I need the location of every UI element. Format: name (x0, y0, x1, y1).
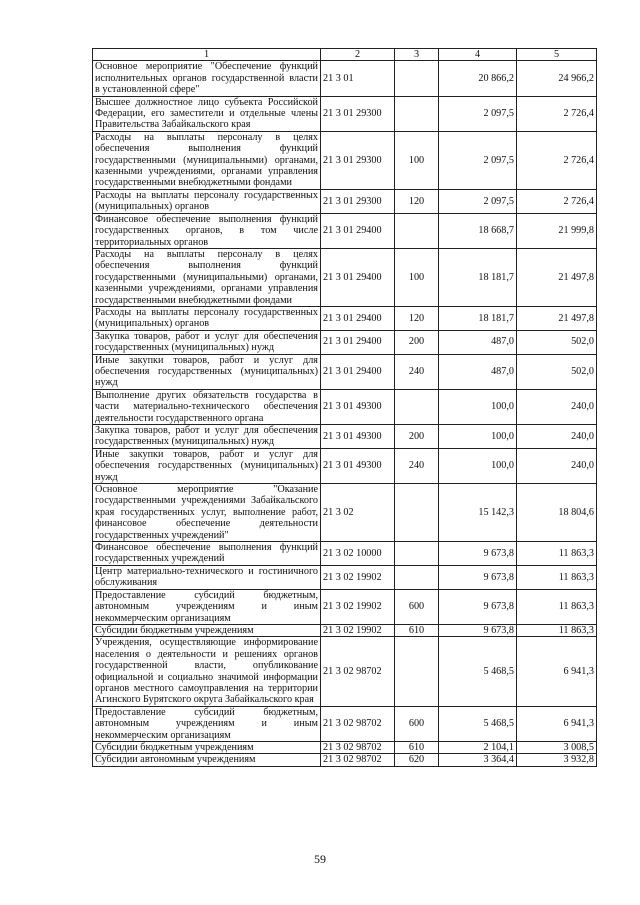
row-code-cell: 21 3 02 98702 (321, 637, 395, 706)
header-cell-1: 1 (93, 49, 321, 61)
row-name-cell: Расходы на выплаты персоналу в целях обеспечения выполнения функций государственными (муниципальными) органами, казенными учреждениями, органами управления государственными внебюджетными фондами (93, 248, 321, 306)
row-sum-year2-cell: 3 932,8 (517, 754, 597, 766)
row-name-cell: Центр материально-технического и гостиничного обслуживания (93, 565, 321, 589)
row-sum-year1-cell: 487,0 (439, 354, 517, 389)
row-name-cell: Учреждения, осуществляющие информирование населения о деятельности и решениях органов государственной власти, опубликование официальной и социально значимой информации органов местного самоуправления на территории Агинского Бурятского округа Забайкальского края (93, 637, 321, 706)
table-row (93, 637, 597, 706)
row-sum-year2-cell: 11 863,3 (517, 565, 597, 589)
row-expense-type-cell: 100 (395, 248, 439, 306)
row-sum-year2-cell: 3 008,5 (517, 741, 597, 753)
table-row (93, 330, 597, 354)
row-code-cell: 21 3 02 19902 (321, 624, 395, 636)
budget-table (92, 48, 597, 767)
row-expense-type-cell: 240 (395, 354, 439, 389)
table-row (93, 589, 597, 624)
row-expense-type-cell (395, 542, 439, 566)
row-code-cell: 21 3 01 29400 (321, 213, 395, 248)
row-expense-type-cell (395, 565, 439, 589)
row-expense-type-cell: 100 (395, 131, 439, 189)
row-name-cell: Расходы на выплаты персоналу государственных (муниципальных) органов (93, 189, 321, 213)
row-name-cell: Предоставление субсидий бюджетным, автономным учреждениям и иным некоммерческим организациям (93, 589, 321, 624)
table-row (93, 484, 597, 542)
table-row (93, 425, 597, 449)
header-cell-5: 5 (517, 49, 597, 61)
row-sum-year2-cell: 18 804,6 (517, 484, 597, 542)
table-body (93, 61, 597, 766)
row-expense-type-cell (395, 484, 439, 542)
row-code-cell: 21 3 02 19902 (321, 565, 395, 589)
row-code-cell: 21 3 01 29400 (321, 306, 395, 330)
row-sum-year2-cell: 11 863,3 (517, 542, 597, 566)
row-name-cell: Субсидии бюджетным учреждениям (93, 624, 321, 636)
row-sum-year1-cell: 18 181,7 (439, 248, 517, 306)
row-name-cell: Высшее должностное лицо субъекта Российской Федерации, его заместители и отдельные члены Правительства Забайкальского края (93, 96, 321, 131)
row-name-cell: Финансовое обеспечение выполнения функций государственных органов, в том числе территориальных органов (93, 213, 321, 248)
row-sum-year1-cell: 9 673,8 (439, 624, 517, 636)
row-sum-year1-cell: 487,0 (439, 330, 517, 354)
row-name-cell: Основное мероприятие "Обеспечение функций исполнительных органов государственной власти в установленной сфере" (93, 61, 321, 96)
row-sum-year1-cell: 9 673,8 (439, 565, 517, 589)
row-code-cell: 21 3 02 (321, 484, 395, 542)
table-row (93, 706, 597, 741)
table-row (93, 189, 597, 213)
table-row (93, 448, 597, 483)
row-sum-year2-cell: 21 999,8 (517, 213, 597, 248)
row-code-cell: 21 3 01 29300 (321, 131, 395, 189)
row-expense-type-cell: 610 (395, 624, 439, 636)
row-sum-year1-cell: 5 468,5 (439, 706, 517, 741)
row-sum-year1-cell: 100,0 (439, 448, 517, 483)
row-name-cell: Закупка товаров, работ и услуг для обеспечения государственных (муниципальных) нужд (93, 330, 321, 354)
row-sum-year1-cell: 18 181,7 (439, 306, 517, 330)
row-sum-year1-cell: 2 097,5 (439, 189, 517, 213)
table-row (93, 624, 597, 636)
row-name-cell: Выполнение других обязательств государства в части материально-технического обеспечения деятельности государственного органа (93, 389, 321, 424)
row-expense-type-cell (395, 61, 439, 96)
row-code-cell: 21 3 02 98702 (321, 754, 395, 766)
row-code-cell: 21 3 01 29400 (321, 330, 395, 354)
row-expense-type-cell: 120 (395, 306, 439, 330)
table-row (93, 542, 597, 566)
row-code-cell: 21 3 01 29400 (321, 248, 395, 306)
row-sum-year1-cell: 100,0 (439, 425, 517, 449)
row-expense-type-cell (395, 96, 439, 131)
row-name-cell: Субсидии бюджетным учреждениям (93, 741, 321, 753)
row-sum-year2-cell: 21 497,8 (517, 306, 597, 330)
row-code-cell: 21 3 01 49300 (321, 425, 395, 449)
row-expense-type-cell: 240 (395, 448, 439, 483)
row-code-cell: 21 3 01 29300 (321, 189, 395, 213)
row-sum-year1-cell: 15 142,3 (439, 484, 517, 542)
row-code-cell: 21 3 02 19902 (321, 589, 395, 624)
row-sum-year1-cell: 9 673,8 (439, 589, 517, 624)
row-sum-year1-cell: 9 673,8 (439, 542, 517, 566)
row-expense-type-cell: 600 (395, 706, 439, 741)
row-sum-year1-cell: 2 097,5 (439, 96, 517, 131)
row-expense-type-cell: 620 (395, 754, 439, 766)
row-code-cell: 21 3 02 98702 (321, 741, 395, 753)
row-name-cell: Иные закупки товаров, работ и услуг для обеспечения государственных (муниципальных) нужд (93, 354, 321, 389)
row-sum-year2-cell: 2 726,4 (517, 131, 597, 189)
row-sum-year2-cell: 2 726,4 (517, 96, 597, 131)
row-name-cell: Иные закупки товаров, работ и услуг для обеспечения государственных (муниципальных) нужд (93, 448, 321, 483)
table-row (93, 741, 597, 753)
row-sum-year2-cell: 502,0 (517, 330, 597, 354)
row-code-cell: 21 3 01 49300 (321, 389, 395, 424)
table-row (93, 389, 597, 424)
table-row (93, 131, 597, 189)
page-number: 59 (314, 852, 326, 866)
row-sum-year2-cell: 24 966,2 (517, 61, 597, 96)
table-row (93, 754, 597, 766)
row-sum-year2-cell: 2 726,4 (517, 189, 597, 213)
row-sum-year1-cell: 18 668,7 (439, 213, 517, 248)
header-cell-3: 3 (395, 49, 439, 61)
row-name-cell: Субсидии автономным учреждениям (93, 754, 321, 766)
row-code-cell: 21 3 02 10000 (321, 542, 395, 566)
row-name-cell: Расходы на выплаты персоналу в целях обеспечения выполнения функций государственными (муниципальными) органами, казенными учреждениями, органами управления государственными внебюджетными фондами (93, 131, 321, 189)
row-name-cell: Расходы на выплаты персоналу государственных (муниципальных) органов (93, 306, 321, 330)
table-row (93, 61, 597, 96)
row-sum-year1-cell: 20 866,2 (439, 61, 517, 96)
row-code-cell: 21 3 01 29400 (321, 354, 395, 389)
row-sum-year2-cell: 502,0 (517, 354, 597, 389)
row-sum-year1-cell: 5 468,5 (439, 637, 517, 706)
header-cell-2: 2 (321, 49, 395, 61)
table-row (93, 565, 597, 589)
row-expense-type-cell: 200 (395, 330, 439, 354)
row-sum-year2-cell: 240,0 (517, 448, 597, 483)
row-expense-type-cell (395, 637, 439, 706)
row-sum-year2-cell: 6 941,3 (517, 637, 597, 706)
table-row (93, 306, 597, 330)
row-sum-year2-cell: 11 863,3 (517, 589, 597, 624)
row-sum-year2-cell: 11 863,3 (517, 624, 597, 636)
row-sum-year1-cell: 100,0 (439, 389, 517, 424)
table-row (93, 213, 597, 248)
row-code-cell: 21 3 01 29300 (321, 96, 395, 131)
row-code-cell: 21 3 02 98702 (321, 706, 395, 741)
table-row (93, 96, 597, 131)
table-row (93, 248, 597, 306)
row-sum-year1-cell: 2 097,5 (439, 131, 517, 189)
table-row (93, 354, 597, 389)
row-code-cell: 21 3 01 (321, 61, 395, 96)
row-expense-type-cell: 200 (395, 425, 439, 449)
row-sum-year2-cell: 21 497,8 (517, 248, 597, 306)
row-sum-year2-cell: 6 941,3 (517, 706, 597, 741)
row-name-cell: Финансовое обеспечение выполнения функций государственных учреждений (93, 542, 321, 566)
row-name-cell: Закупка товаров, работ и услуг для обеспечения государственных (муниципальных) нужд (93, 425, 321, 449)
header-row (93, 49, 597, 61)
row-expense-type-cell (395, 389, 439, 424)
row-sum-year1-cell: 2 104,1 (439, 741, 517, 753)
row-expense-type-cell: 120 (395, 189, 439, 213)
row-sum-year2-cell: 240,0 (517, 425, 597, 449)
row-expense-type-cell (395, 213, 439, 248)
row-code-cell: 21 3 01 49300 (321, 448, 395, 483)
row-name-cell: Основное мероприятие "Оказание государственными учреждениями Забайкальского края государственных услуг, выполнение работ, финансовое обеспечение деятельности государственных учреждений" (93, 484, 321, 542)
row-sum-year2-cell: 240,0 (517, 389, 597, 424)
row-name-cell: Предоставление субсидий бюджетным, автономным учреждениям и иным некоммерческим организациям (93, 706, 321, 741)
row-expense-type-cell: 610 (395, 741, 439, 753)
header-cell-4: 4 (439, 49, 517, 61)
row-sum-year1-cell: 3 364,4 (439, 754, 517, 766)
row-expense-type-cell: 600 (395, 589, 439, 624)
